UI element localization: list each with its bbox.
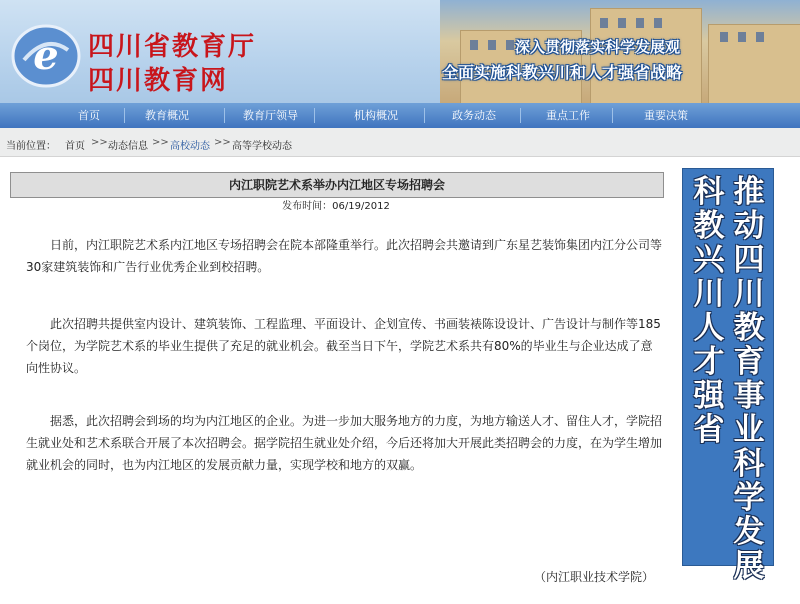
breadcrumb-current: 高等学校动态 xyxy=(232,141,292,152)
nav-item-decisions[interactable]: 重要决策 xyxy=(644,109,688,122)
breadcrumb-separator: >> xyxy=(214,137,231,148)
breadcrumb-prefix: 当前位置： xyxy=(6,141,56,152)
article-signature: （内江职业技术学院） xyxy=(534,570,655,584)
article-paragraph: 据悉，此次招聘会到场的均为内江地区的企业。为进一步加大服务地方的力度，为地方输送人才、留住人才，学院招生就业处和艺术系联合开展了本次招聘会。据学院招生就业处介绍，今后还将加大开展此类招聘会的力度，在为学生增加就业机会的同时，也为内江地区的发展贡献力量，实现学校和地方的双赢。 xyxy=(26,414,663,472)
breadcrumb-home[interactable]: 首页 xyxy=(65,141,85,152)
breadcrumb xyxy=(0,128,800,157)
nav-divider xyxy=(424,108,425,123)
breadcrumb-separator: >> xyxy=(152,137,169,148)
breadcrumb-separator: >> xyxy=(91,137,108,148)
nav-item-key-work[interactable]: 重点工作 xyxy=(546,109,590,122)
nav-divider xyxy=(124,108,125,123)
breadcrumb-university-news[interactable]: 高校动态 xyxy=(170,141,210,152)
article-paragraph: 日前，内江职院艺术系内江地区专场招聘会在院本部隆重举行。此次招聘会共邀请到广东星艺装饰集团内江分公司等30家建筑装饰和广告行业优秀企业到校招聘。 xyxy=(26,238,663,274)
nav-divider xyxy=(224,108,225,123)
nav-divider xyxy=(314,108,315,123)
article-title: 内江职院艺术系举办内江地区专场招聘会 xyxy=(10,172,664,198)
side-banner-line2: 科教兴川 人才强省 xyxy=(693,174,725,448)
svg-text:e: e xyxy=(33,32,59,79)
site-title-line2: 四川教育网 xyxy=(88,66,229,96)
site-title-line1: 四川省教育厅 xyxy=(88,32,257,62)
nav-divider xyxy=(612,108,613,123)
nav-item-institutions[interactable]: 机构概况 xyxy=(354,109,398,122)
breadcrumb-news[interactable]: 动态信息 xyxy=(108,141,148,152)
slogan-line1: 深入贯彻落实科学发展观 xyxy=(514,38,680,56)
side-slogan-banner[interactable] xyxy=(682,168,774,584)
article-paragraph: 此次招聘共提供室内设计、建筑装饰、工程监理、平面设计、企划宣传、书画装裱陈设设计、广告设计与制作等185个岗位，为学院艺术系的毕业生提供了充足的就业机会。截至当日下午，学院艺术系共有80%的毕业生与企业达成了意向性协议。 xyxy=(26,317,661,375)
nav-item-overview[interactable]: 教育概况 xyxy=(145,109,189,122)
side-banner-line1: 推动四川教育事业科学发展 xyxy=(733,174,765,584)
nav-item-home[interactable]: 首页 xyxy=(78,109,100,122)
publish-date xyxy=(0,197,672,212)
slogan-line2: 全面实施科教兴川和人才强省战略 xyxy=(441,63,682,82)
nav-item-leaders[interactable]: 教育厅领导 xyxy=(243,109,298,122)
publish-label: 发布时间： xyxy=(282,201,333,212)
nav-item-government-news[interactable]: 政务动态 xyxy=(452,109,496,122)
nav-divider xyxy=(520,108,521,123)
publish-date-value: 06/19/2012 xyxy=(332,201,390,212)
e-logo-icon[interactable] xyxy=(10,20,82,92)
site-header xyxy=(0,0,800,103)
main-nav xyxy=(0,103,800,129)
